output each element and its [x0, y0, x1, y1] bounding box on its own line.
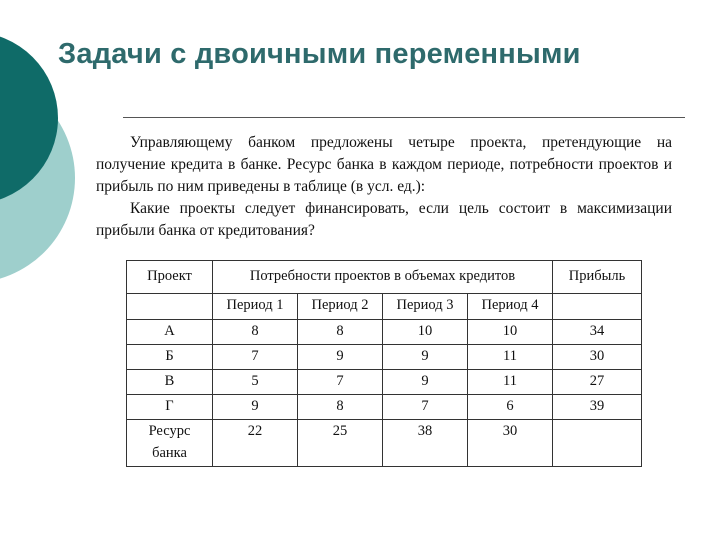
table-row: [127, 320, 642, 345]
header-period-1: Период 1: [213, 294, 298, 320]
header-profit: Прибыль: [553, 261, 642, 294]
project-name: В: [127, 370, 213, 395]
title-divider: [123, 117, 685, 118]
project-name: Б: [127, 345, 213, 370]
header-period-3: Период 3: [383, 294, 468, 320]
header-project: Проект: [127, 261, 213, 294]
resource-label-line-2: банка: [152, 445, 187, 461]
header-profit-cont: [553, 294, 642, 320]
need-value: 9: [383, 345, 468, 370]
header-needs: Потребности проектов в объемах кредитов: [213, 261, 553, 294]
need-value: 10: [468, 320, 553, 345]
need-value: 8: [213, 320, 298, 345]
need-value: 7: [213, 345, 298, 370]
table-row: [127, 345, 642, 370]
need-value: 9: [298, 345, 383, 370]
problem-paragraph-2: Какие проекты следует финансировать, если цель состоит в максимизации прибыли банка от кредитования?: [96, 200, 672, 239]
header-period-4: Период 4: [468, 294, 553, 320]
need-value: 7: [298, 370, 383, 395]
resource-label-line-1: Ресурс: [148, 423, 191, 439]
header-project-cont: [127, 294, 213, 320]
project-name: А: [127, 320, 213, 345]
profit-value: 30: [553, 345, 642, 370]
resource-label: [127, 420, 213, 467]
resource-value: 22: [213, 420, 298, 467]
need-value: 10: [383, 320, 468, 345]
need-value: 9: [213, 395, 298, 420]
need-value: 5: [213, 370, 298, 395]
resource-value: 30: [468, 420, 553, 467]
profit-value: 34: [553, 320, 642, 345]
problem-paragraph-1: Управляющему банком предложены четыре проекта, претендующие на получение кредита в банке. Ресурс банка в каждом периоде, потребности проектов и прибыль по ним приведены в таблице (в усл. ед.):: [96, 134, 672, 195]
header-period-2: Период 2: [298, 294, 383, 320]
profit-value: 27: [553, 370, 642, 395]
table-period-row: [127, 294, 642, 320]
need-value: 7: [383, 395, 468, 420]
profit-value: 39: [553, 395, 642, 420]
data-table: [126, 260, 642, 467]
resource-value: 38: [383, 420, 468, 467]
need-value: 8: [298, 395, 383, 420]
need-value: 9: [383, 370, 468, 395]
table-row: [127, 370, 642, 395]
table-resource-row: [127, 420, 642, 467]
table-header-row: [127, 261, 642, 294]
resource-value: 25: [298, 420, 383, 467]
need-value: 8: [298, 320, 383, 345]
resource-profit-empty: [553, 420, 642, 467]
slide-title: Задачи с двоичными переменными: [58, 38, 581, 70]
need-value: 11: [468, 345, 553, 370]
problem-statement: [96, 132, 672, 242]
project-name: Г: [127, 395, 213, 420]
table-row: [127, 395, 642, 420]
need-value: 6: [468, 395, 553, 420]
need-value: 11: [468, 370, 553, 395]
